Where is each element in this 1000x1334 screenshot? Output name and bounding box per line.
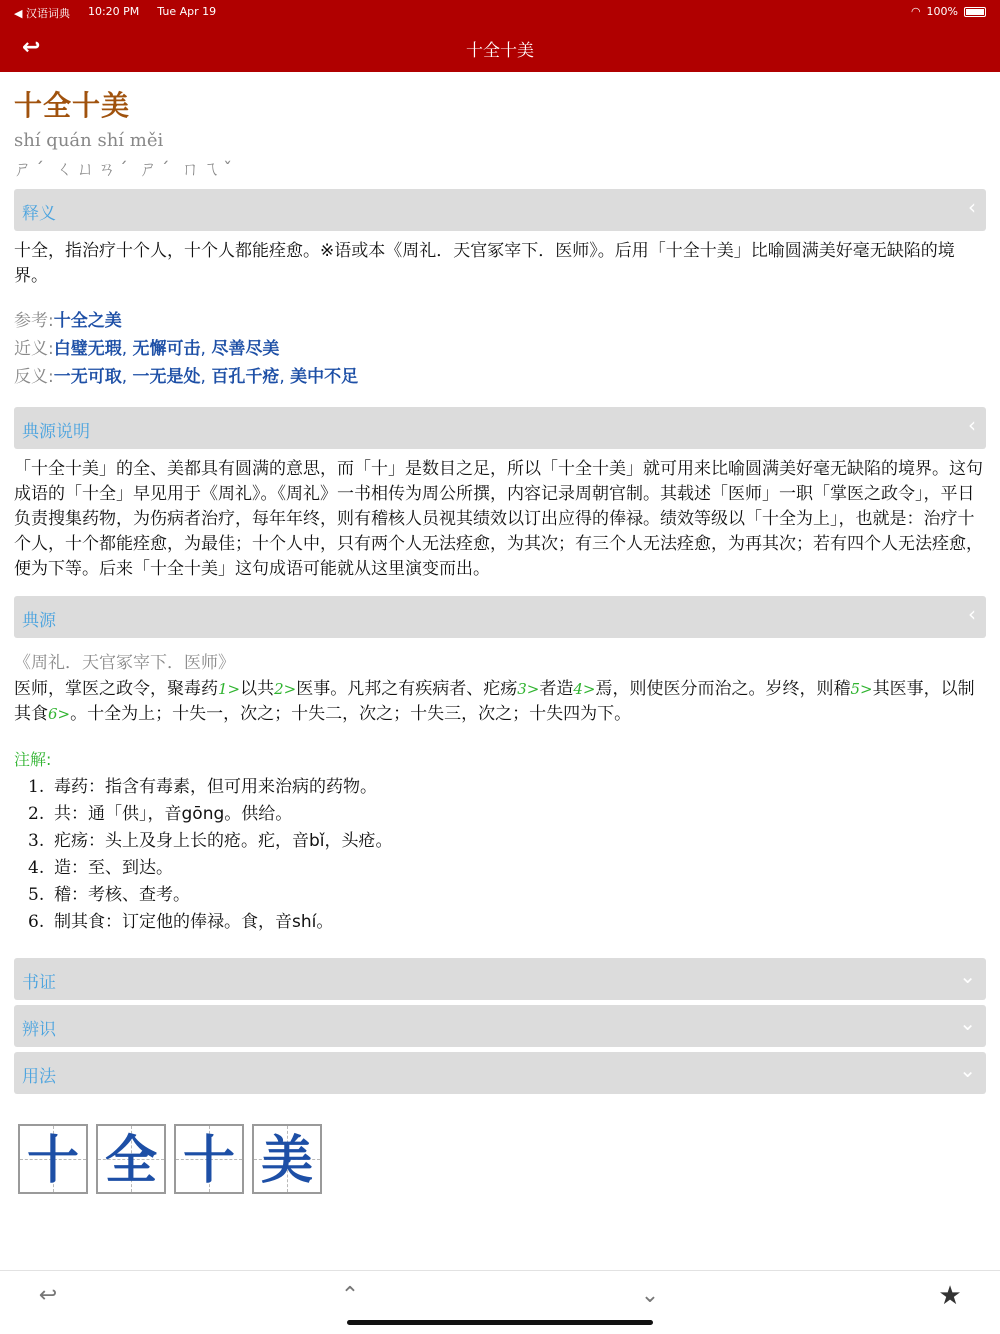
- note-text: 稽：考核、查考。: [54, 885, 190, 905]
- note-number: 1.: [28, 777, 45, 797]
- separator: ,: [200, 367, 212, 387]
- source-segment: 。十全为上；十失一，次之；十失二，次之；十失三，次之；十失四为下。: [70, 704, 632, 724]
- synonym-link[interactable]: 尽善尽美: [211, 339, 280, 359]
- note-marker[interactable]: 2>: [274, 680, 297, 698]
- nav-title: 十全十美: [466, 41, 534, 61]
- section-header-meaning[interactable]: [14, 189, 986, 231]
- antonym-link[interactable]: 一无是处: [132, 367, 201, 387]
- status-time: 10:20 PM: [87, 5, 140, 18]
- note-marker[interactable]: 3>: [517, 680, 540, 698]
- stroke-tiles: [18, 1124, 986, 1194]
- note-marker[interactable]: 6>: [48, 705, 71, 723]
- star-icon[interactable]: ★: [938, 1281, 962, 1311]
- section-header-usage[interactable]: [14, 1052, 986, 1094]
- character-tile[interactable]: [174, 1124, 244, 1194]
- source-segment: 以共: [240, 679, 275, 699]
- entry-content: [14, 78, 986, 1194]
- source-segment: 医师，掌医之政令，聚毒药: [14, 679, 218, 699]
- chevron-down-icon: ⌄: [959, 964, 976, 988]
- character-tile[interactable]: [18, 1124, 88, 1194]
- note-number: 2.: [28, 804, 45, 824]
- chevron-down-icon[interactable]: ⌄: [640, 1283, 660, 1308]
- note-marker[interactable]: 4>: [573, 680, 596, 698]
- separator: ,: [200, 339, 212, 359]
- note-marker[interactable]: 1>: [218, 680, 241, 698]
- section-header-origin-note[interactable]: [14, 407, 986, 449]
- ref-link[interactable]: 十全之美: [53, 311, 122, 331]
- source-segment: 其医事，以制其食: [14, 679, 975, 724]
- notes-list: [14, 774, 986, 936]
- separator: ,: [121, 339, 133, 359]
- separator: ,: [121, 367, 133, 387]
- note-number: 6.: [28, 912, 45, 932]
- synonym-link[interactable]: 无懈可击: [132, 339, 201, 359]
- note-item: [28, 828, 986, 855]
- back-to-app-link[interactable]: ◀ 汉语词典: [14, 7, 70, 20]
- origin-note-text: 「十全十美」的全、美都具有圆满的意思，而「十」是数目之足，所以「十全十美」就可用来比喻圆满美好毫无缺陷的境界。这句成语的「十全」早见用于《周礼》。《周礼》一书相传为周公所撰，内容记录周朝官制。其载述「医师」一职「掌医之政令」，平日负责搜集药物，为伤病者治疗，每年年终，则有稽核人员视其绩效以订出应得的俸禄。绩效等级以「十全为上」，也就是：治疗十个人，十个都能痊愈，为最佳；十个人中，只有两个人无法痊愈，为其次；有三个人无法痊愈，为再其次；若有四个人无法痊愈，便为下等。后来「十全十美」这句成语可能就从这里演变而出。: [14, 459, 983, 579]
- notes-title: 注解:: [14, 750, 52, 769]
- section-label: 书证: [22, 973, 56, 993]
- ref-antonyms: [14, 363, 986, 391]
- back-icon[interactable]: ↩: [22, 35, 41, 60]
- chevron-up-icon[interactable]: ⌃: [340, 1283, 360, 1308]
- synonym-link[interactable]: 白璧无瑕: [53, 339, 122, 359]
- nav-bar: [0, 0, 1000, 72]
- section-label: 典源: [22, 611, 56, 631]
- note-text: 毒药：指含有毒素，但可用来治病的药物。: [54, 777, 377, 797]
- source-segment: 焉，则使医分而治之。岁终，则稽: [595, 679, 851, 699]
- character-tile[interactable]: [96, 1124, 166, 1194]
- status-bar: [0, 0, 1000, 24]
- note-item: [28, 774, 986, 801]
- section-header-distinguish[interactable]: [14, 1005, 986, 1047]
- note-number: 4.: [28, 858, 45, 878]
- separator: ,: [279, 367, 291, 387]
- note-item: [28, 882, 986, 909]
- chevron-left-icon: ‹: [968, 413, 976, 437]
- antonym-link[interactable]: 一无可取: [53, 367, 122, 387]
- wifi-icon: ◠: [910, 5, 921, 18]
- battery-icon: [964, 7, 986, 17]
- chevron-left-icon: ‹: [968, 602, 976, 626]
- antonym-link[interactable]: 美中不足: [290, 367, 359, 387]
- note-item: [28, 801, 986, 828]
- note-text: 共：通「供」，音gōng。供给。: [54, 804, 293, 824]
- source-segment: 者造: [539, 679, 574, 699]
- ref-key: 近义:: [14, 339, 54, 359]
- section-label: 释义: [22, 204, 56, 224]
- chevron-down-icon: ⌄: [959, 1058, 976, 1082]
- ref-synonyms: [14, 335, 986, 363]
- note-text: 造：至、到达。: [54, 858, 173, 878]
- note-item: [28, 855, 986, 882]
- meaning-text: 十全，指治疗十个人，十个人都能痊愈。※语或本《周礼．天官冢宰下．医师》。后用「十全十美」比喻圆满美好毫无缺陷的境界。: [14, 241, 955, 286]
- source-segment: 医事。凡邦之有疾病者、疕疡: [296, 679, 518, 699]
- character-tile[interactable]: [252, 1124, 322, 1194]
- status-date: Tue Apr 19: [157, 5, 217, 18]
- headword: 十全十美: [14, 89, 131, 122]
- section-label: 辨识: [22, 1020, 56, 1040]
- chevron-left-icon: ‹: [968, 195, 976, 219]
- antonym-link[interactable]: 百孔千疮: [211, 367, 280, 387]
- section-label: 典源说明: [22, 422, 90, 442]
- note-number: 3.: [28, 831, 45, 851]
- note-text: 制其食：订定他的俸禄。食，音shí。: [54, 912, 334, 932]
- section-label: 用法: [22, 1067, 56, 1087]
- home-indicator[interactable]: [347, 1320, 653, 1325]
- source-title: 《周礼．天官冢宰下．医师》: [14, 653, 235, 673]
- pinyin: shí quán shí měi: [14, 130, 164, 151]
- source-text: [14, 677, 986, 727]
- tile-character: 美: [260, 1131, 313, 1191]
- section-header-source[interactable]: [14, 596, 986, 638]
- ref-see: [14, 307, 986, 335]
- zhuyin: ㄕˊ ㄑㄩㄢˊ ㄕˊ ㄇㄟˇ: [14, 159, 236, 180]
- back-icon[interactable]: ↩: [38, 1283, 58, 1308]
- battery-percent: 100%: [926, 5, 958, 18]
- ref-key: 参考:: [14, 311, 54, 331]
- tile-character: 十: [182, 1131, 235, 1191]
- section-header-evidence[interactable]: [14, 958, 986, 1000]
- note-item: [28, 909, 986, 936]
- ref-key: 反义:: [14, 367, 54, 387]
- note-number: 5.: [28, 885, 45, 905]
- note-text: 疕疡：头上及身上长的疮。疕，音bǐ，头疮。: [54, 831, 393, 851]
- note-marker[interactable]: 5>: [850, 680, 873, 698]
- tile-character: 全: [104, 1131, 157, 1191]
- chevron-down-icon: ⌄: [959, 1011, 976, 1035]
- tile-character: 十: [26, 1131, 79, 1191]
